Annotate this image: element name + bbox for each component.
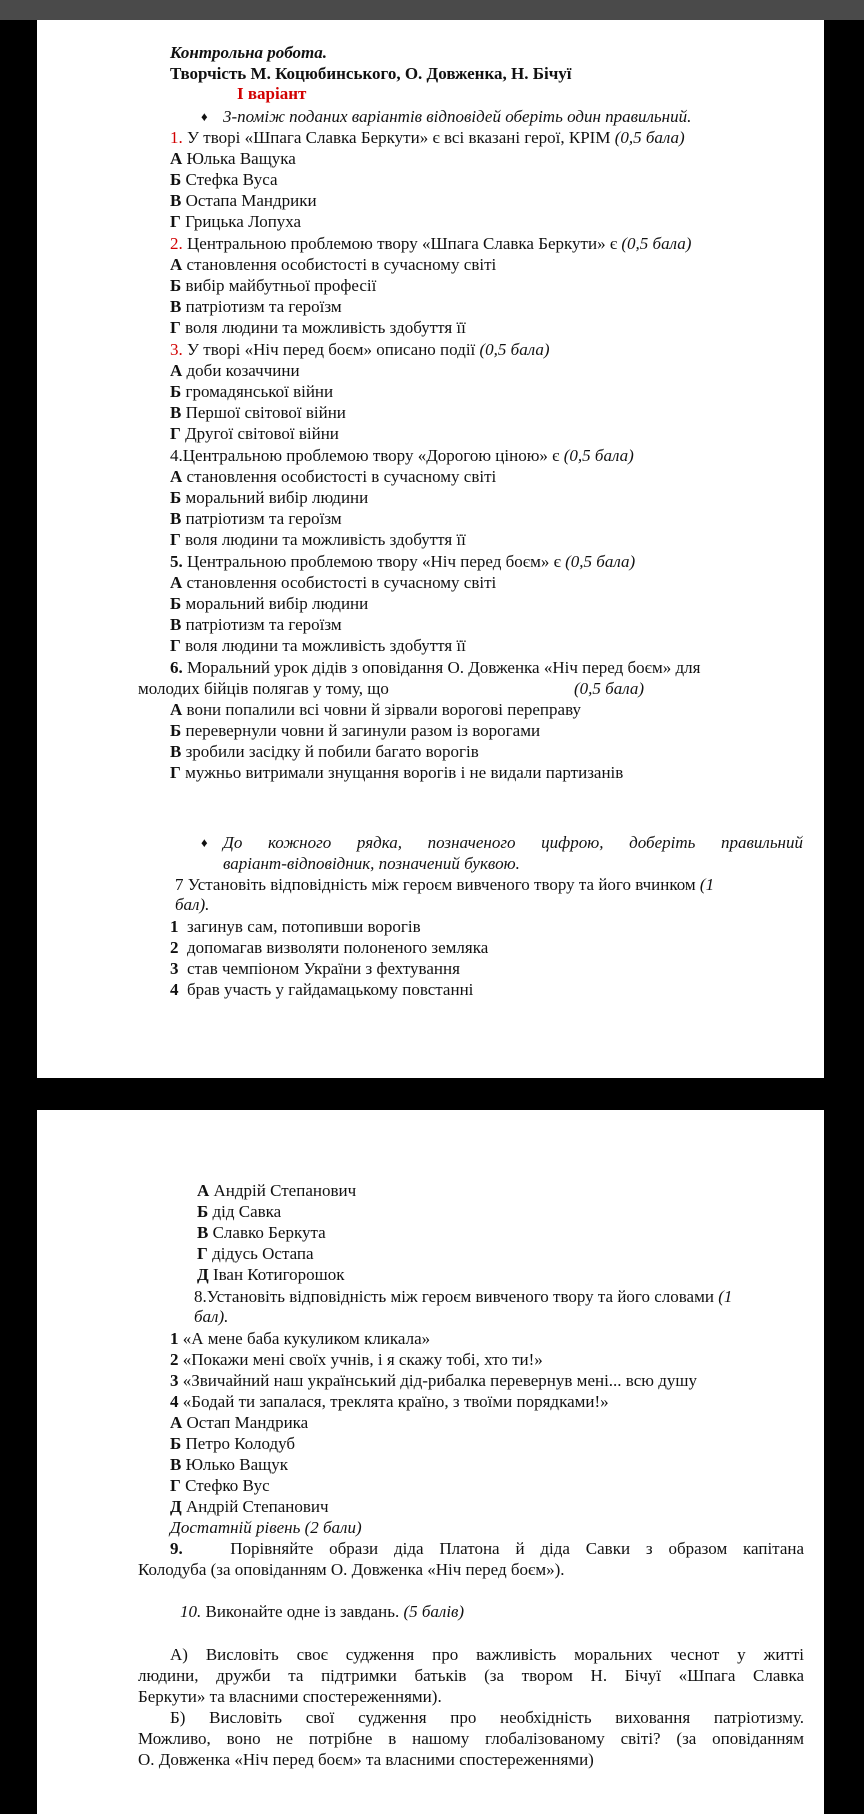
question-text: Центральною проблемою твору «Дорогою ціною» є	[182, 446, 560, 465]
option-letter: В	[170, 403, 182, 422]
question-text: Установіть відповідність між героєм вивченого твору та його вчинком	[187, 875, 696, 894]
option-item	[170, 466, 496, 487]
question-number: 7	[175, 875, 184, 894]
option-letter: Б	[170, 276, 182, 295]
option-text: Стефко Вус	[185, 1476, 270, 1495]
question-number: 9.	[170, 1539, 183, 1558]
option-text: Юлька Ващука	[186, 149, 296, 168]
section2-instruction-line1: До кожного рядка, позначеного цифрою, доберіть правильний	[223, 833, 803, 852]
question-text: Порівняйте образи діда Платона й діда Савки з образом капітана	[230, 1539, 805, 1558]
match-number: 4	[170, 1392, 179, 1411]
option-letter: Г	[197, 1244, 208, 1263]
option-letter: Г	[170, 636, 181, 655]
match-item	[170, 1349, 543, 1370]
option-item	[170, 211, 301, 232]
question-number: 3.	[170, 340, 183, 359]
option-text: Стефка Вуса	[185, 170, 278, 189]
option-letter: А	[170, 361, 183, 380]
option-letter: В	[170, 1455, 182, 1474]
option-text: моральний вибір людини	[185, 488, 369, 507]
task-a-line3: Беркути» та власними спостереженнями).	[138, 1687, 442, 1706]
option-text: доби козаччини	[186, 361, 300, 380]
option-text: зробили засідку й побили багато ворогів	[185, 742, 479, 761]
question-number: 10.	[180, 1602, 202, 1621]
question-points: (0,5 бала)	[574, 679, 644, 698]
option-text: становлення особистості в сучасному світі	[186, 255, 497, 274]
option-item	[170, 508, 342, 529]
option-letter: В	[170, 615, 182, 634]
option-letter: А	[170, 700, 183, 719]
option-letter: Б	[170, 382, 182, 401]
doc-title: Контрольна робота.	[170, 43, 328, 62]
match-number: 3	[170, 1371, 179, 1390]
option-item	[197, 1180, 356, 1201]
option-letter: В	[170, 297, 182, 316]
section1-instruction: 3-поміж поданих варіантів відповідей оберіть один правильний.	[223, 107, 692, 126]
option-letter: Д	[170, 1497, 182, 1516]
question-6	[170, 657, 700, 678]
match-text: став чемпіоном України з фехтування	[187, 959, 460, 978]
option-letter: А	[170, 573, 183, 592]
question-4	[170, 445, 634, 466]
option-item	[170, 169, 278, 190]
option-item	[170, 741, 479, 762]
option-text: Іван Котигорошок	[212, 1265, 345, 1284]
option-text: патріотизм та героїзм	[185, 615, 342, 634]
question-points: (0,5 бала)	[563, 446, 634, 465]
option-item	[197, 1264, 345, 1285]
option-text: моральний вибір людини	[185, 594, 369, 613]
match-number: 4	[170, 980, 179, 999]
bullet-diamond-icon: ♦	[201, 109, 208, 124]
option-item	[170, 360, 300, 381]
question-text: У творі «Ніч перед боєм» описано події	[187, 340, 476, 359]
option-item	[170, 190, 317, 211]
option-item	[170, 1475, 270, 1496]
option-item	[170, 402, 346, 423]
option-item	[170, 593, 368, 614]
match-text: «Покажи мені своїх учнів, і я скажу тобі, хто ти!»	[182, 1350, 543, 1369]
option-text: Петро Колодуб	[185, 1434, 296, 1453]
question-text: Виконайте одне із завдань.	[205, 1602, 400, 1621]
option-text: патріотизм та героїзм	[185, 297, 342, 316]
option-letter: В	[170, 742, 182, 761]
option-item	[170, 1454, 288, 1475]
task-b-line1: Б) Висловіть свої судження про необхідність виховання патріотизму.	[170, 1708, 804, 1727]
match-item	[170, 916, 421, 937]
question-number: 4.	[170, 446, 183, 465]
match-number: 3	[170, 959, 179, 978]
option-text: воля людини та можливість здобуття її	[185, 318, 466, 337]
question-number: 5.	[170, 552, 183, 571]
option-letter: Б	[197, 1202, 209, 1221]
option-letter: Б	[170, 1434, 182, 1453]
match-item	[170, 979, 473, 1000]
option-text: Другої світової війни	[185, 424, 339, 443]
task-a-line1: А) Висловіть своє судження про важливість моральних чеснот у житті	[170, 1645, 804, 1664]
option-text: мужньо витримали знущання ворогів і не видали партизанів	[185, 763, 624, 782]
question-9-continuation: Колодуба (за оповіданням О. Довженка «Ніч перед боєм»).	[138, 1560, 565, 1579]
option-item	[170, 1433, 295, 1454]
question-7-points-continuation: бал).	[175, 895, 210, 914]
match-item	[170, 937, 488, 958]
option-text: вони попалили всі човни й зірвали ворогові переправу	[186, 700, 582, 719]
task-a-line2: людини, дружби та підтримки батьків (за твором Н. Бічуї «Шпага Славка	[138, 1666, 804, 1685]
question-number: 8.	[194, 1287, 207, 1306]
option-text: патріотизм та героїзм	[185, 509, 342, 528]
match-text: загинув сам, потопивши ворогів	[187, 917, 421, 936]
option-text: громадянської війни	[185, 382, 334, 401]
task-b-line3: О. Довженка «Ніч перед боєм» та власними спостереженнями)	[138, 1750, 594, 1769]
option-text: дід Савка	[212, 1202, 282, 1221]
option-item	[197, 1201, 281, 1222]
question-9	[170, 1538, 804, 1559]
task-b-line2: Можливо, воно не потрібне в нашому глобалізованому світі? (за оповіданням	[138, 1729, 804, 1748]
question-2	[170, 233, 691, 254]
option-letter: Б	[170, 594, 182, 613]
option-item	[170, 296, 342, 317]
match-number: 2	[170, 938, 179, 957]
option-item	[170, 1412, 308, 1433]
option-text: воля людини та можливість здобуття її	[185, 530, 466, 549]
match-number: 2	[170, 1350, 179, 1369]
option-text: перевернули човни й загинули разом із ворогами	[185, 721, 541, 740]
option-item	[170, 381, 333, 402]
option-text: Славко Беркута	[212, 1223, 326, 1242]
option-letter: Г	[170, 530, 181, 549]
option-letter: А	[170, 255, 183, 274]
option-letter: А	[170, 467, 183, 486]
match-text: «А мене баба кукуликом кликала»	[182, 1329, 431, 1348]
option-item	[170, 635, 466, 656]
question-points: (5 балів)	[403, 1602, 465, 1621]
option-item	[197, 1243, 314, 1264]
document-page-2	[37, 1110, 824, 1814]
match-text: допомагав визволяти полоненого земляка	[187, 938, 489, 957]
question-points: (1	[699, 875, 715, 894]
question-number: 6.	[170, 658, 183, 677]
option-item	[170, 699, 581, 720]
match-text: «Бодай ти запалася, треклята країно, з твоїми порядками!»	[182, 1392, 609, 1411]
option-item	[170, 275, 376, 296]
option-text: становлення особистості в сучасному світі	[186, 467, 497, 486]
option-text: дідусь Остапа	[212, 1244, 314, 1263]
match-item	[170, 1328, 430, 1349]
viewer-top-bar	[0, 0, 864, 20]
question-text: Центральною проблемою твору «Ніч перед боєм» є	[187, 552, 561, 571]
match-text: «Звичайний наш український дід-рибалка перевернув мені... всю душу	[182, 1371, 697, 1390]
option-item	[170, 423, 339, 444]
match-item	[170, 1370, 697, 1391]
option-item	[170, 317, 466, 338]
option-letter: Б	[170, 488, 182, 507]
option-text: воля людини та можливість здобуття її	[185, 636, 466, 655]
option-letter: Г	[170, 424, 181, 443]
option-item	[170, 487, 368, 508]
question-number: 1.	[170, 128, 183, 147]
question-6-continuation: молодих бійців полягав у тому, що	[138, 679, 389, 698]
question-points: (1	[718, 1287, 733, 1306]
option-text: Андрій Степанович	[185, 1497, 329, 1516]
option-letter: Г	[170, 763, 181, 782]
option-item	[170, 254, 496, 275]
question-7	[175, 874, 714, 895]
option-letter: А	[170, 149, 183, 168]
question-10	[180, 1601, 464, 1622]
question-number: 2.	[170, 234, 183, 253]
option-item	[170, 720, 540, 741]
option-item	[170, 1496, 329, 1517]
question-points: (0,5 бала)	[614, 128, 685, 147]
question-points: (0,5 бала)	[621, 234, 692, 253]
question-5	[170, 551, 635, 572]
option-letter: Д	[197, 1265, 209, 1284]
option-letter: Г	[170, 1476, 181, 1495]
match-number: 1	[170, 1329, 179, 1348]
option-letter: Б	[170, 170, 182, 189]
option-item	[197, 1222, 326, 1243]
question-text: Центральною проблемою твору «Шпага Славка Беркути» є	[187, 234, 618, 253]
option-letter: Г	[170, 318, 181, 337]
question-1	[170, 127, 685, 148]
match-item	[170, 958, 460, 979]
section2-instruction-line2: варіант-відповідник, позначений буквою.	[223, 854, 520, 873]
option-item	[170, 762, 623, 783]
option-text: Андрій Степанович	[213, 1181, 357, 1200]
option-letter: Б	[170, 721, 182, 740]
option-item	[170, 148, 296, 169]
doc-subject: Творчість М. Коцюбинського, О. Довженка, Н. Бічуї	[170, 64, 572, 83]
option-item	[170, 614, 342, 635]
question-text: Установіть відповідність між героєм вивченого твору та його словами	[206, 1287, 714, 1306]
match-number: 1	[170, 917, 179, 936]
match-text: брав участь у гайдамацькому повстанні	[187, 980, 474, 999]
option-letter: В	[197, 1223, 209, 1242]
match-item	[170, 1391, 609, 1412]
option-letter: В	[170, 509, 182, 528]
option-text: Остап Мандрика	[186, 1413, 309, 1432]
option-item	[170, 572, 496, 593]
option-text: становлення особистості в сучасному світі	[186, 573, 497, 592]
question-8	[194, 1286, 732, 1307]
question-8-points-continuation: бал).	[194, 1307, 229, 1326]
question-text: Моральний урок дідів з оповідання О. Довженка «Ніч перед боєм» для	[187, 658, 701, 677]
question-text: У творі «Шпага Славка Беркути» є всі вказані герої, КРІМ	[187, 128, 611, 147]
option-letter: В	[170, 191, 182, 210]
question-3	[170, 339, 550, 360]
option-letter: Г	[170, 212, 181, 231]
question-points: (0,5 бала)	[479, 340, 550, 359]
option-text: Грицька Лопуха	[185, 212, 302, 231]
level-heading: Достатній рівень (2 бали)	[170, 1518, 362, 1537]
option-letter: А	[197, 1181, 210, 1200]
question-points: (0,5 бала)	[565, 552, 636, 571]
option-text: вибір майбутньої професії	[185, 276, 377, 295]
option-letter: А	[170, 1413, 183, 1432]
option-text: Остапа Мандрики	[185, 191, 317, 210]
variant-label: І варіант	[237, 84, 307, 103]
option-text: Першої світової війни	[185, 403, 346, 422]
option-item	[170, 529, 466, 550]
document-page-1	[37, 20, 824, 1078]
option-text: Юлько Ващук	[185, 1455, 288, 1474]
bullet-diamond-icon: ♦	[201, 835, 208, 850]
